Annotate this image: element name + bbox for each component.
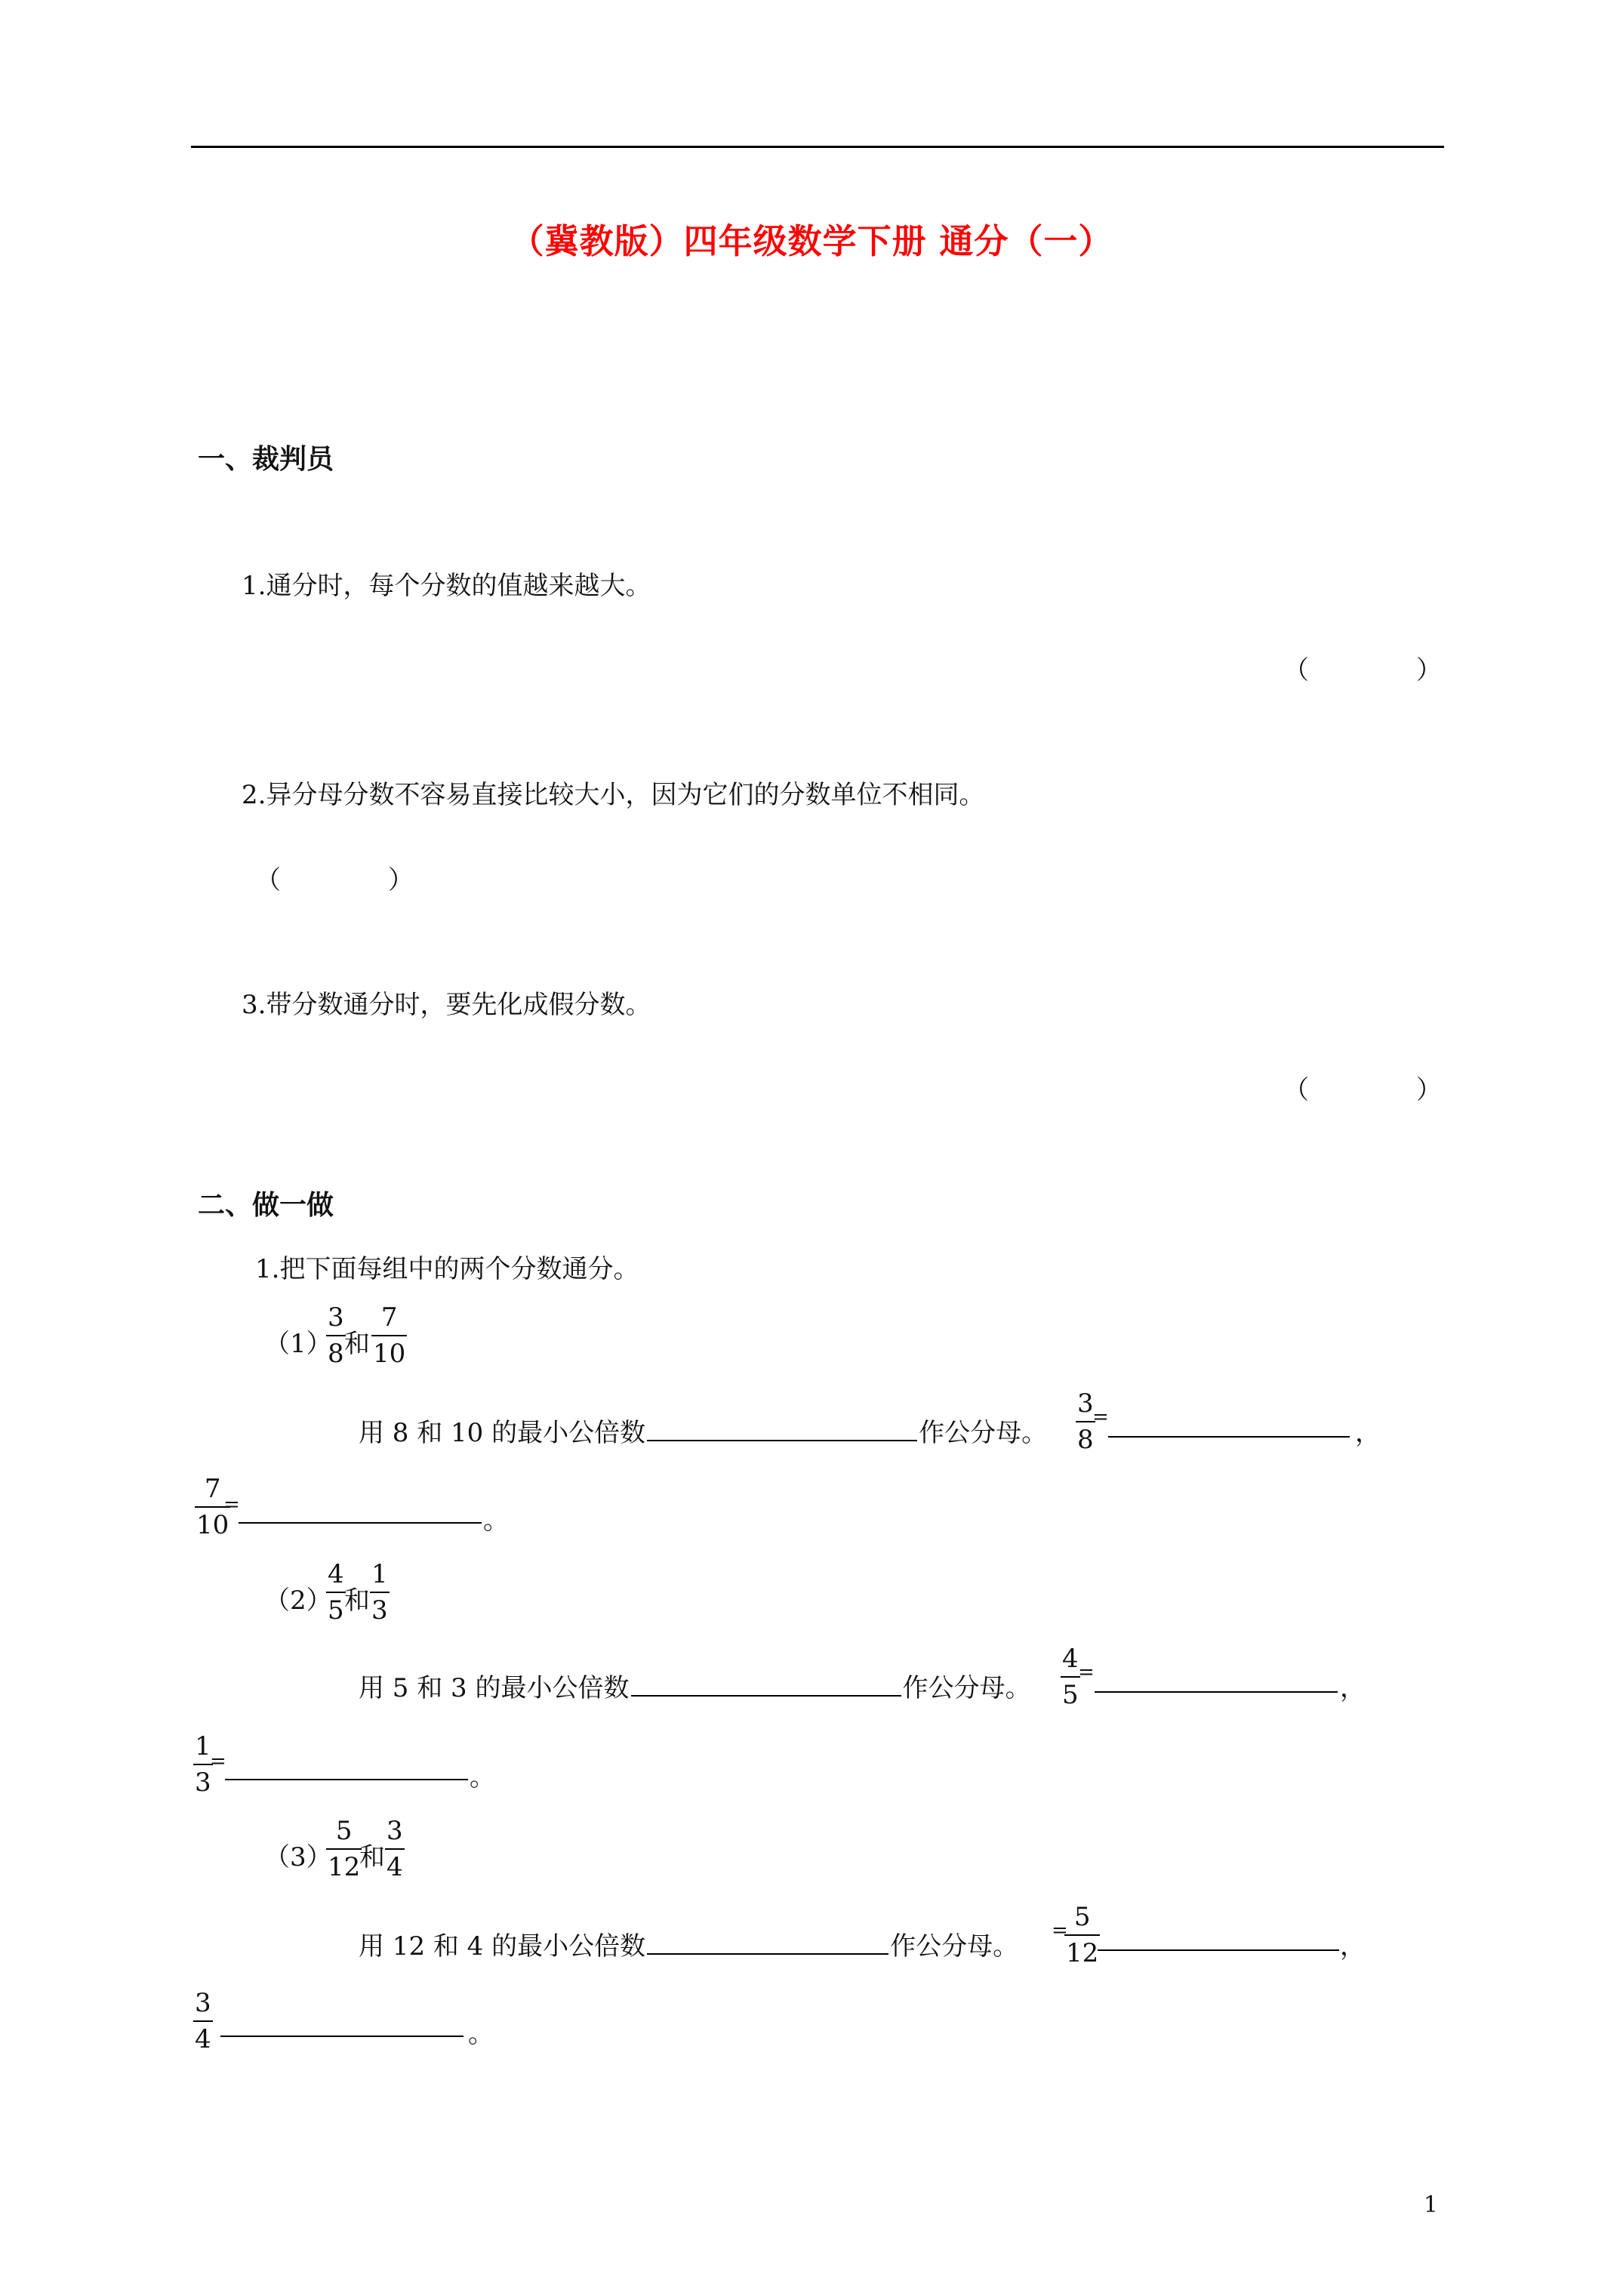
group-2-fraction-b bbox=[370, 1559, 390, 1626]
denominator: 12 bbox=[328, 1852, 361, 1882]
group-3-instruction-line bbox=[359, 1925, 1018, 1962]
period: 。 bbox=[483, 1505, 509, 1536]
instruction-prefix: 用 8 和 10 的最小公倍数 bbox=[359, 1418, 646, 1448]
paren-close: ） bbox=[388, 865, 414, 895]
comma: ， bbox=[1355, 1418, 1381, 1448]
paren-open: （ bbox=[1283, 655, 1309, 686]
group-1-label: （1） bbox=[264, 1329, 332, 1359]
denominator: 8 bbox=[1077, 1425, 1094, 1455]
denominator: 10 bbox=[373, 1339, 406, 1369]
group-2-label: （2） bbox=[264, 1586, 332, 1616]
denominator: 12 bbox=[1066, 1938, 1099, 1968]
numerator: 3 bbox=[387, 1816, 403, 1846]
practice-instruction: 1.把下面每组中的两个分数通分。 bbox=[255, 1254, 639, 1284]
numerator: 4 bbox=[1062, 1644, 1079, 1674]
fraction-bar bbox=[193, 2020, 213, 2022]
page-title: （冀教版）四年级数学下册 通分（一） bbox=[510, 221, 1113, 261]
numerator: 3 bbox=[1077, 1388, 1094, 1419]
numerator: 7 bbox=[204, 1474, 221, 1504]
question-1-text: 1.通分时，每个分数的值越来越大。 bbox=[242, 571, 651, 601]
answer-blank[interactable] bbox=[1095, 1667, 1338, 1693]
page-number: 1 bbox=[1423, 2192, 1438, 2218]
equals-sign: = bbox=[210, 1750, 226, 1773]
group-3-answer-a[interactable] bbox=[1096, 1925, 1341, 1954]
answer-blank[interactable] bbox=[225, 1755, 468, 1780]
denominator: 3 bbox=[195, 1767, 211, 1798]
paren-open: （ bbox=[1283, 1075, 1309, 1105]
group-2-fraction-a bbox=[326, 1559, 346, 1626]
denominator: 4 bbox=[195, 2024, 211, 2054]
group-1-answer-a[interactable] bbox=[1107, 1412, 1351, 1441]
denominator: 3 bbox=[371, 1595, 388, 1626]
fraction-bar bbox=[1064, 1934, 1100, 1936]
paren-open: （ bbox=[255, 865, 281, 895]
comma: ， bbox=[1340, 1931, 1366, 1962]
group-3-connector: 和 bbox=[359, 1842, 385, 1872]
denominator: 4 bbox=[387, 1852, 403, 1882]
equals-sign: = bbox=[223, 1493, 240, 1516]
question-3-answer-blank[interactable] bbox=[1283, 1069, 1442, 1106]
denominator: 5 bbox=[328, 1595, 344, 1626]
paren-close: ） bbox=[1416, 1075, 1442, 1105]
comma: ， bbox=[1340, 1673, 1366, 1703]
lcm-answer-blank[interactable] bbox=[631, 1671, 901, 1697]
fraction-bar bbox=[326, 1848, 362, 1850]
group-2-answer-a[interactable] bbox=[1093, 1667, 1339, 1696]
fraction-bar bbox=[385, 1848, 405, 1850]
answer-blank[interactable] bbox=[239, 1498, 482, 1524]
denominator: 5 bbox=[1062, 1680, 1079, 1710]
instruction-prefix: 用 5 和 3 的最小公倍数 bbox=[359, 1673, 630, 1703]
numerator: 1 bbox=[195, 1731, 211, 1761]
group-1-fraction-a bbox=[326, 1302, 346, 1369]
numerator: 3 bbox=[328, 1302, 344, 1333]
instruction-middle: 作公分母。 bbox=[919, 1418, 1048, 1448]
numerator: 1 bbox=[371, 1559, 388, 1589]
instruction-middle: 作公分母。 bbox=[890, 1931, 1019, 1962]
section-heading-practice: 二、做一做 bbox=[198, 1189, 334, 1221]
equals-sign: = bbox=[1052, 1919, 1068, 1942]
instruction-prefix: 用 12 和 4 的最小公倍数 bbox=[359, 1931, 646, 1962]
equals-sign: = bbox=[1078, 1661, 1095, 1684]
period: 。 bbox=[470, 1762, 495, 1792]
group-3-label: （3） bbox=[264, 1842, 332, 1872]
group-2-instruction-line bbox=[359, 1667, 1031, 1704]
group-3-fraction-a-repeat bbox=[1064, 1904, 1100, 1966]
fraction-bar bbox=[370, 1592, 390, 1593]
group-3-fraction-b-repeat bbox=[193, 1990, 213, 2052]
lcm-answer-blank[interactable] bbox=[647, 1929, 888, 1955]
paren-close: ） bbox=[1416, 655, 1442, 686]
group-2-fraction-a-repeat bbox=[1061, 1646, 1080, 1708]
lcm-answer-blank[interactable] bbox=[647, 1416, 917, 1441]
fraction-bar bbox=[326, 1592, 346, 1593]
instruction-middle: 作公分母。 bbox=[902, 1673, 1031, 1703]
equals-sign: = bbox=[1092, 1406, 1109, 1428]
answer-blank[interactable] bbox=[220, 2011, 463, 2037]
fraction-bar bbox=[1061, 1676, 1080, 1678]
answer-blank[interactable] bbox=[1098, 1925, 1339, 1951]
numerator: 5 bbox=[335, 1816, 353, 1846]
numerator: 7 bbox=[380, 1302, 398, 1333]
numerator: 4 bbox=[328, 1559, 344, 1589]
question-1-answer-blank[interactable] bbox=[1283, 649, 1442, 686]
numerator: 5 bbox=[1073, 1902, 1091, 1932]
group-2-connector: 和 bbox=[344, 1586, 370, 1616]
group-1-fraction-b bbox=[371, 1302, 407, 1369]
group-3-answer-b[interactable] bbox=[219, 2011, 465, 2040]
question-3-text: 3.带分数通分时，要先化成假分数。 bbox=[242, 990, 651, 1020]
group-1-answer-b[interactable] bbox=[237, 1498, 483, 1527]
fraction-bar bbox=[371, 1335, 407, 1336]
denominator: 10 bbox=[196, 1510, 229, 1540]
fraction-bar bbox=[326, 1335, 346, 1336]
group-1-connector: 和 bbox=[344, 1329, 370, 1359]
answer-blank[interactable] bbox=[1108, 1412, 1350, 1438]
numerator: 3 bbox=[195, 1988, 211, 2018]
group-1-instruction-line bbox=[359, 1412, 1047, 1449]
header-rule bbox=[191, 146, 1444, 148]
period: 。 bbox=[468, 2019, 494, 2049]
section-heading-judge: 一、裁判员 bbox=[198, 443, 334, 475]
question-2-text: 2.异分母分数不容易直接比较大小，因为它们的分数单位不相同。 bbox=[242, 780, 985, 810]
denominator: 8 bbox=[328, 1339, 344, 1369]
group-2-answer-b[interactable] bbox=[223, 1755, 470, 1783]
question-2-answer-blank[interactable] bbox=[255, 859, 414, 896]
group-3-fraction-b bbox=[385, 1818, 405, 1880]
group-3-fraction-a bbox=[326, 1818, 362, 1880]
